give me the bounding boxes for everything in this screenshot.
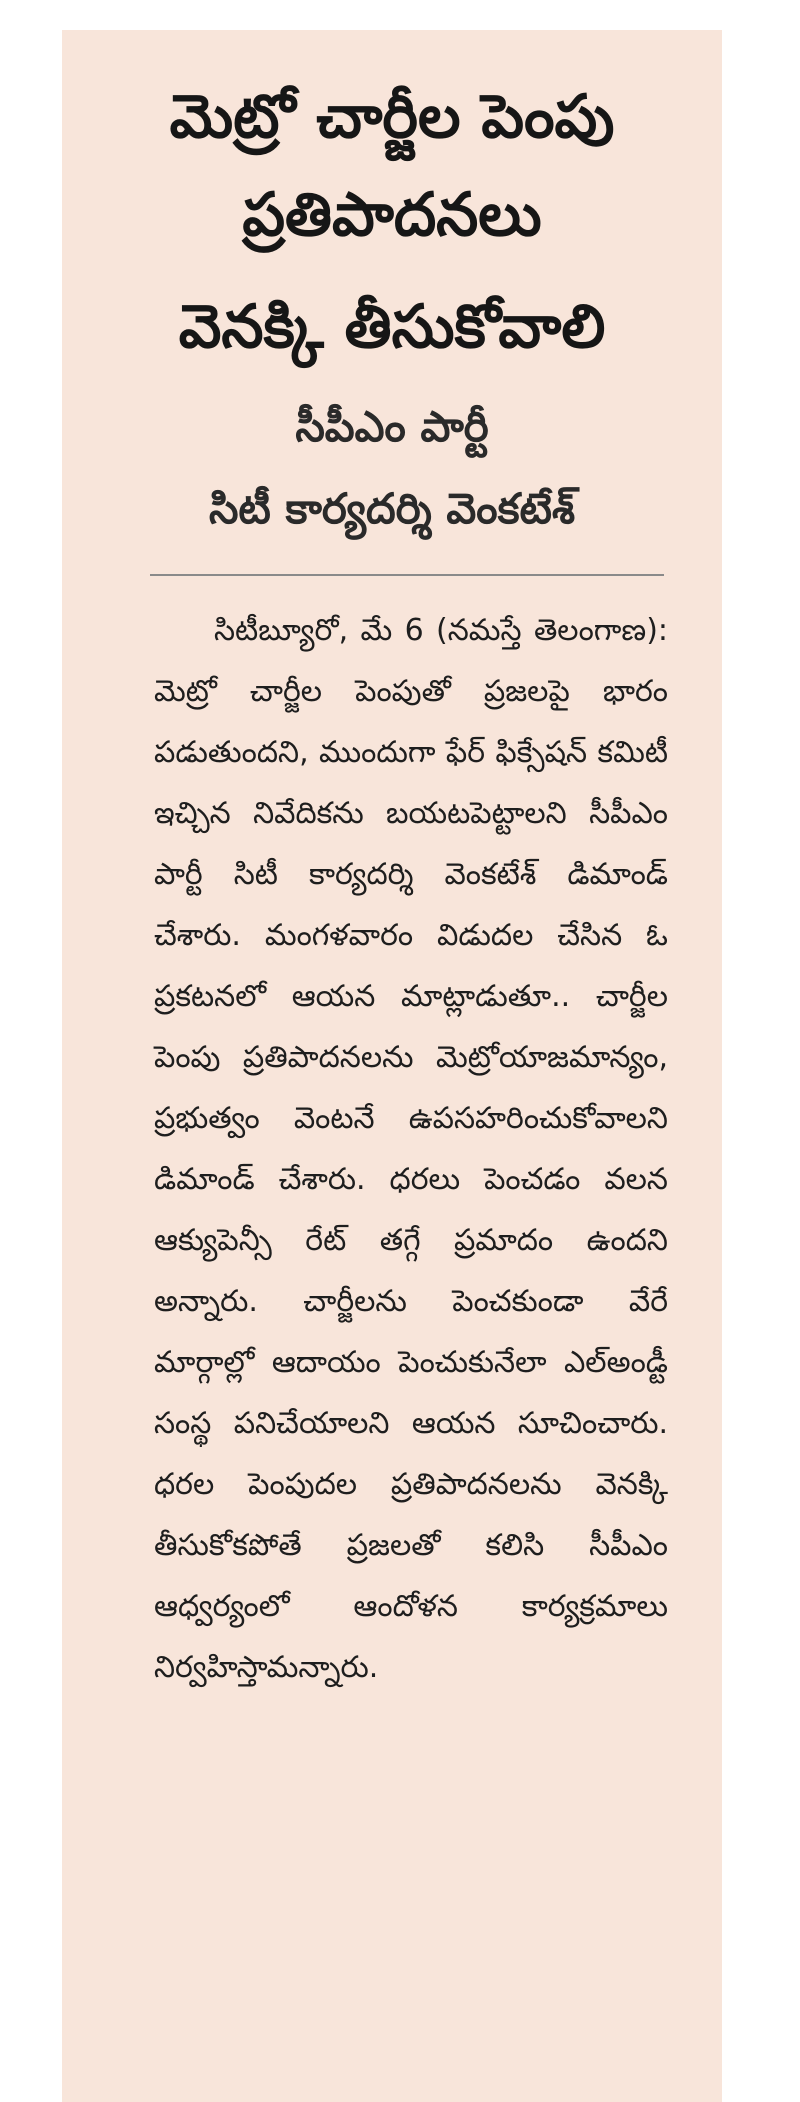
subheading-line-1: సీపీఎం పార్టీ bbox=[295, 402, 489, 451]
news-clipping bbox=[62, 30, 722, 2102]
headline-line-1: మెట్రో చార్జీల పెంపు bbox=[169, 82, 615, 152]
headline-line-3: వెనక్కి తీసుకోవాలి bbox=[178, 292, 606, 362]
subheading-line-2: సిటీ కార్యదర్శి వెంకటేశ్ bbox=[208, 484, 576, 533]
divider-rule bbox=[150, 574, 664, 576]
article-body: సిటీబ్యూరో, మే 6 (నమస్తే తెలంగాణ): మెట్రో చార్జీల పెంపుతో ప్రజలపై భారం పడుతుందని, ముందుగా ఫేర్ ఫిక్సేషన్ కమిటీ ఇచ్చిన నివేదికను బయటపెట్టాలని సీపీఎం పార్టీ సిటీ కార్యదర్శి వెంకటేశ్ డిమాండ్ చేశారు. మంగళవారం విడుదల చేసిన ఓ ప్రకటనలో ఆయన మాట్లాడుతూ.. చార్జీల పెంపు ప్రతిపాదనలను మెట్రోయాజమాన్యం, ప్రభుత్వం వెంటనే ఉపసహరించుకోవాలని డిమాండ్ చేశారు. ధరలు పెంచడం వలన ఆక్యుపెన్సీ రేట్ తగ్గే ప్రమాదం ఉందని అన్నారు. చార్జీలను పెంచకుండా వేరే మార్గాల్లో ఆదాయం పెంచుకునేలా ఎల్అండ్టీ సంస్థ పనిచేయాలని ఆయన సూచించారు. ధరల పెంపుదల ప్రతిపాదనలను వెనక్కి తీసుకోకపోతే ప్రజలతో కలిసి సీపీఎం ఆధ్వర్యంలో ఆందోళన కార్యక్రమాలు నిర్వహిస్తామన్నారు. bbox=[154, 613, 668, 1685]
headline-line-2: ప్రతిపాదనలు bbox=[242, 180, 542, 250]
